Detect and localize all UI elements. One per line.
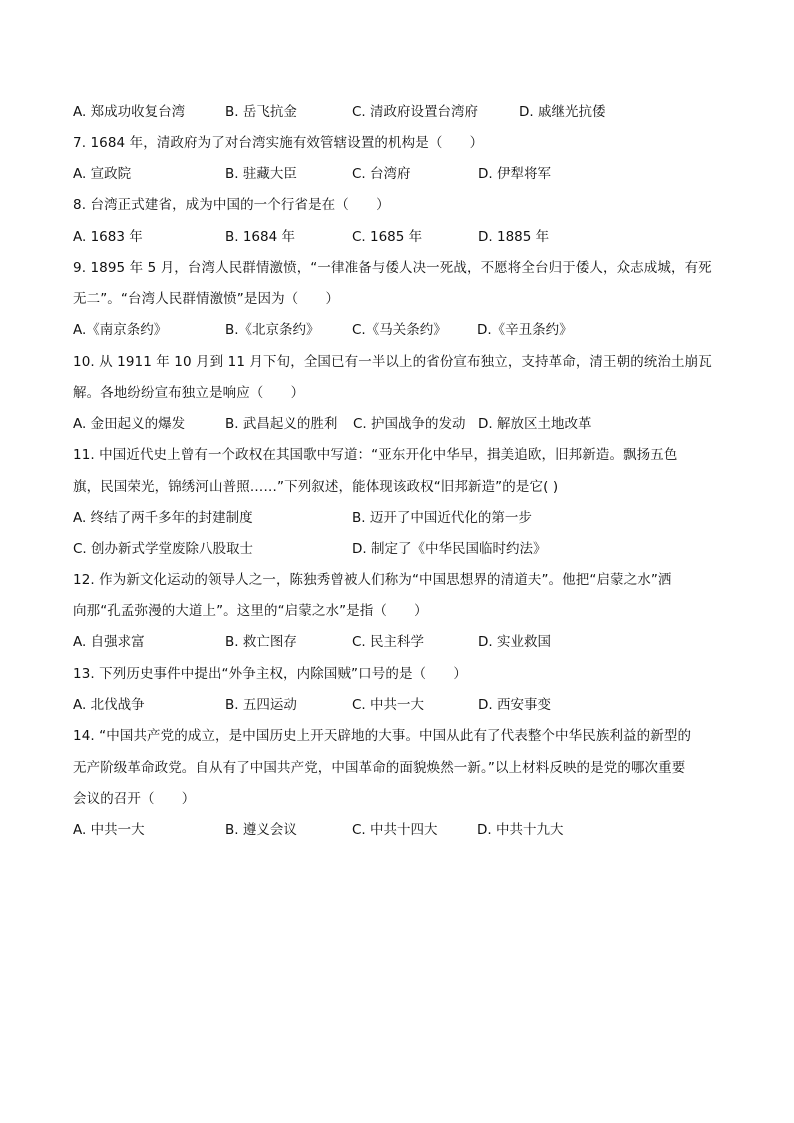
q11-option-b: B. 迈开了中国近代化的第一步 (352, 510, 532, 526)
q9-options (73, 320, 733, 340)
q9-option-d: D.《辛丑条约》 (477, 322, 573, 338)
q13-stem: 13. 下列历史事件中提出“外争主权，内除国贼”口号的是（ ） (73, 666, 467, 682)
q14-options (73, 820, 733, 840)
q10-stem-line-1: 10. 从 1911 年 10 月到 11 月下旬，全国已有一半以上的省份宣布独立，支持革命，清王朝的统治土崩瓦 (73, 354, 712, 370)
q8-option-a: A. 1683 年 (73, 229, 143, 245)
q10-option-c: C. 护国战争的发动 (353, 416, 466, 432)
q12-option-a: A. 自强求富 (73, 634, 145, 650)
q12-option-b: B. 救亡图存 (225, 634, 297, 650)
q11-option-d: D. 制定了《中华民国临时约法》 (352, 541, 547, 557)
q8-options (73, 227, 733, 247)
q9-option-c: C.《马关条约》 (352, 322, 447, 338)
q8-stem: 8. 台湾正式建省，成为中国的一个行省是在（ ） (73, 197, 390, 213)
q7-option-c: C. 台湾府 (352, 166, 411, 182)
q10-option-a: A. 金田起义的爆发 (73, 416, 186, 432)
q14-stem-line-1: 14. “中国共产党的成立，是中国历史上开天辟地的大事。中国从此有了代表整个中华民族利益的新型的 (73, 728, 692, 744)
q10-options (73, 414, 733, 434)
q11-options-row-2 (73, 539, 733, 559)
q8-option-c: C. 1685 年 (352, 229, 423, 245)
q9-stem-line-1: 9. 1895 年 5 月，台湾人民群情激愤，“一律准备与倭人决一死战，不愿将全台归于倭人，众志成城，有死 (73, 260, 712, 276)
q11-option-c: C. 创办新式学堂废除八股取士 (73, 541, 254, 557)
q14-stem-line-2: 无产阶级革命政党。自从有了中国共产党，中国革命的面貌焕然一新。”以上材料反映的是党的哪次重要 (73, 760, 686, 776)
q6-option-a: A. 郑成功收复台湾 (73, 104, 186, 120)
q9-option-a: A.《南京条约》 (73, 322, 168, 338)
q11-option-a: A. 终结了两千多年的封建制度 (73, 510, 253, 526)
q6-option-c: C. 清政府设置台湾府 (352, 104, 479, 120)
q13-option-b: B. 五四运动 (225, 697, 297, 713)
q7-stem: 7. 1684 年，清政府为了对台湾实施有效管辖设置的机构是（ ） (73, 135, 484, 151)
q7-option-d: D. 伊犁将军 (478, 166, 551, 182)
q14-option-b: B. 遵义会议 (225, 822, 297, 838)
q10-stem-line-2: 解。各地纷纷宣布独立是响应（ ） (73, 385, 305, 401)
q13-option-d: D. 西安事变 (478, 697, 551, 713)
q12-stem-line-1: 12. 作为新文化运动的领导人之一，陈独秀曾被人们称为“中国思想界的清道夫”。他把“启蒙之水”洒 (73, 572, 672, 588)
q11-stem-line-2: 旗，民国荣光，锦绣河山普照……”下列叙述，能体现该政权“旧邦新造”的是它( ) (73, 479, 559, 495)
q12-stem-line-2: 向那“孔孟弥漫的大道上”。这里的“启蒙之水”是指（ ） (73, 603, 428, 619)
q9-option-b: B.《北京条约》 (225, 322, 320, 338)
q14-option-c: C. 中共十四大 (352, 822, 438, 838)
q9-stem-line-2: 无二”。“台湾人民群情激愤”是因为（ ） (73, 291, 340, 307)
q10-option-d: D. 解放区土地改革 (478, 416, 592, 432)
q8-option-b: B. 1684 年 (225, 229, 295, 245)
q8-option-d: D. 1885 年 (478, 229, 550, 245)
q6-options (73, 102, 733, 122)
q7-option-a: A. 宣政院 (73, 166, 132, 182)
q12-options (73, 632, 733, 652)
q12-option-d: D. 实业救国 (478, 634, 551, 650)
q13-option-a: A. 北伐战争 (73, 697, 145, 713)
q6-option-b: B. 岳飞抗金 (225, 104, 297, 120)
q7-option-b: B. 驻藏大臣 (225, 166, 297, 182)
q10-option-b: B. 武昌起义的胜利 (225, 416, 338, 432)
q13-option-c: C. 中共一大 (352, 697, 425, 713)
q14-stem-line-3: 会议的召开（ ） (73, 791, 196, 807)
q11-stem-line-1: 11. 中国近代史上曾有一个政权在其国歌中写道：“亚东开化中华早，揖美追欧，旧邦新造。飘扬五色 (73, 447, 678, 463)
q7-options (73, 164, 733, 184)
q14-option-a: A. 中共一大 (73, 822, 145, 838)
q12-option-c: C. 民主科学 (352, 634, 425, 650)
q6-option-d: D. 戚继光抗倭 (519, 104, 606, 120)
q14-option-d: D. 中共十九大 (477, 822, 564, 838)
q11-options-row-1 (73, 508, 733, 528)
q13-options (73, 695, 733, 715)
